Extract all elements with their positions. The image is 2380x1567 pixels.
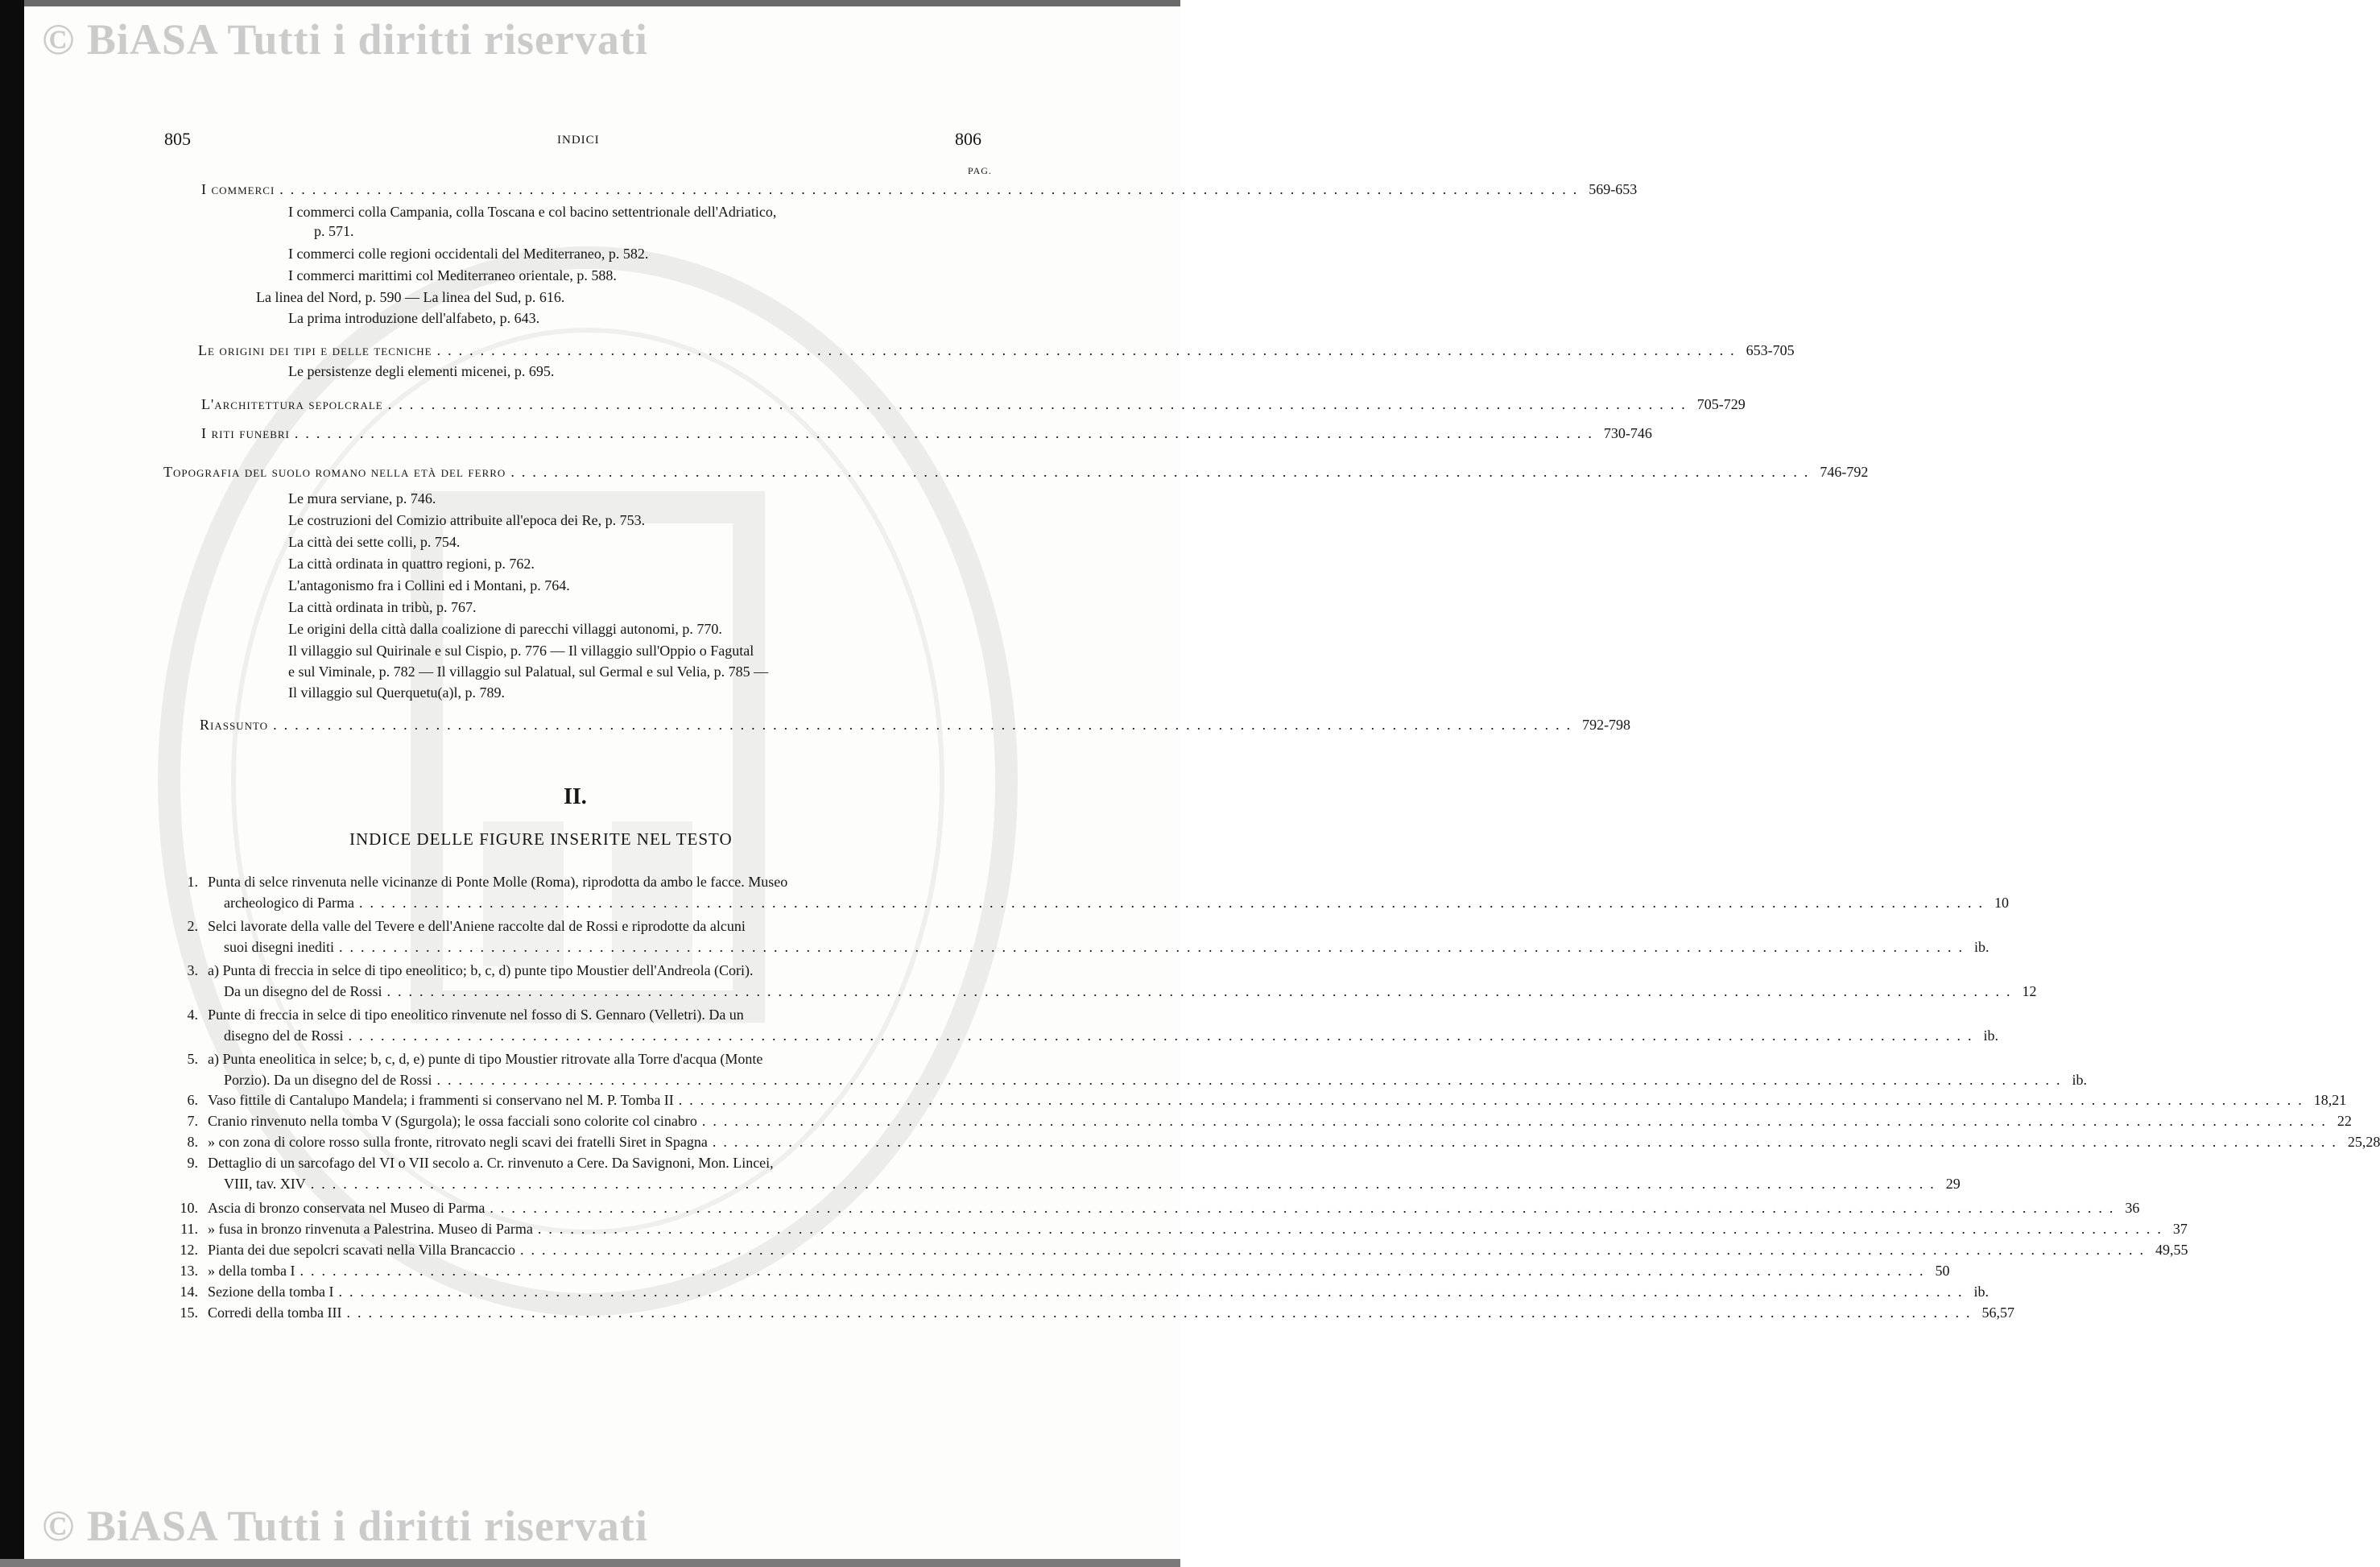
leader-dots: ...................................................................................................................................................... — [701, 1113, 2332, 1129]
toc-entry-pages: 653-705 — [1746, 342, 1795, 358]
figure-number: 13. — [180, 1263, 198, 1279]
toc-entry-title: L'architettura sepolcrale — [201, 396, 383, 412]
scan-edge-left — [0, 0, 24, 1567]
toc-entry-pages: 705-729 — [1696, 396, 1746, 412]
toc-entry-title: Le origini dei tipi e delle tecniche — [198, 342, 432, 358]
figure-line — [224, 1174, 1961, 1193]
figure-page: 10 — [1994, 895, 2009, 911]
figure-caption: Punta di selce rinvenuta nelle vicinanze di Ponte Molle (Roma), riprodotta da ambo le facce. Museo — [208, 874, 788, 890]
figure-caption: Vaso fittile di Cantalupo Mandela; i frammenti si conservano nel M. P. Tomba II — [208, 1092, 674, 1108]
figure-number: 8. — [187, 1134, 198, 1150]
figure-caption: archeologico di Parma — [224, 895, 354, 911]
toc-subentry: La linea del Nord, p. 590 — La linea del Sud, p. 616. — [256, 289, 565, 305]
left-page-number: 805 — [164, 129, 191, 149]
figure-number: 11. — [180, 1221, 198, 1237]
figure-caption: a) Punta di freccia in selce di tipo eneolitico; b, c, d) punte tipo Moustier dell'Andreola (Cori). — [208, 962, 754, 978]
scan-edge-top — [0, 0, 1180, 6]
leader-dots: ...................................................................................................................................................... — [358, 895, 1990, 911]
figure-line — [224, 1070, 2087, 1089]
toc-entry-pages: 569-653 — [1589, 181, 1638, 197]
figure-caption: » della tomba I — [208, 1263, 295, 1279]
leader-dots: ...................................................................................................................................................... — [436, 1072, 2068, 1088]
figure-line — [224, 1026, 1999, 1045]
figure-entry — [171, 1198, 2140, 1219]
toc-subentry: Le origini della città dalla coalizione di parecchi villaggi autonomi, p. 770. — [288, 621, 722, 637]
leader-dots: ...................................................................................................................................................... — [310, 1176, 1941, 1192]
toc-subentry: I commerci colle regioni occidentali del Mediterraneo, p. 582. — [288, 246, 649, 262]
figure-page: 29 — [1945, 1176, 1961, 1192]
figure-entry — [171, 1049, 2087, 1091]
figure-line — [224, 937, 1990, 957]
figure-line — [208, 1049, 762, 1069]
toc-subentry: Il villaggio sul Quirinale e sul Cispio, p. 776 — Il villaggio sull'Oppio o Fagutal — [288, 643, 754, 659]
toc-subentry: La città ordinata in tribù, p. 767. — [288, 599, 477, 615]
figure-entry — [171, 1303, 2014, 1324]
figure-caption: Dettaglio di un sarcofago del VI o VII secolo a. Cr. rinvenuto a Cere. Da Savignoni, Mon. Lincei, — [208, 1155, 774, 1171]
figure-line — [208, 1090, 2347, 1110]
leader-dots: ...................................................................................................................................................... — [537, 1221, 2168, 1237]
figure-page: 18,21 — [2313, 1092, 2347, 1108]
toc-entry — [198, 341, 1795, 360]
figure-entry — [171, 1261, 1950, 1282]
figure-line — [208, 1282, 1989, 1301]
toc-entry — [200, 715, 1631, 734]
watermark-bottom: © BiASA Tutti i diritti riservati — [42, 1502, 648, 1550]
leader-dots: ...................................................................................................................................................... — [339, 939, 1969, 955]
figure-page: ib. — [1974, 939, 1990, 955]
figure-number: 2. — [187, 918, 198, 934]
figure-page: 36 — [2125, 1200, 2140, 1216]
toc-subentry: Le persistenze degli elementi micenei, p. 695. — [288, 363, 555, 379]
figure-number: 15. — [180, 1304, 198, 1321]
leader-dots: ...................................................................................................................................................... — [678, 1092, 2309, 1108]
figure-line — [208, 1132, 2380, 1151]
figure-number: 7. — [187, 1113, 198, 1129]
section-title: INDICE DELLE FIGURE INSERITE NEL TESTO — [349, 829, 733, 849]
figure-line — [208, 961, 754, 980]
leader-dots: ........................................................................................................................ — [294, 425, 1599, 441]
leader-dots: ...................................................................................................................................................... — [519, 1242, 2151, 1258]
figure-page: 56,57 — [1981, 1304, 2014, 1321]
figure-line — [224, 982, 2037, 1001]
leader-dots: ........................................................................................................................ — [510, 464, 1816, 480]
section-number: II. — [564, 784, 587, 809]
toc-entry-pages: 792-798 — [1582, 717, 1631, 733]
figure-caption: suoi disegni inediti — [224, 939, 334, 955]
toc-subentry: I commerci colla Campania, colla Toscana e col bacino settentrionale dell'Adriatico, — [288, 204, 777, 220]
leader-dots: ...................................................................................................................................................... — [300, 1263, 1931, 1279]
toc-subentry: Il villaggio sul Querquetu(a)l, p. 789. — [288, 684, 505, 701]
figure-caption: Da un disegno del de Rossi — [224, 983, 382, 999]
figure-caption: disegno del de Rossi — [224, 1027, 344, 1044]
toc-entry-title: I riti funebri — [201, 425, 290, 441]
leader-dots: ........................................................................................................................ — [387, 396, 1692, 412]
scan-edge-bottom — [0, 1559, 1180, 1567]
watermark-top: © BiASA Tutti i diritti riservati — [42, 15, 648, 64]
leader-dots: ........................................................................................................................ — [273, 717, 1578, 733]
toc-entry — [163, 462, 1869, 482]
figure-number: 6. — [187, 1092, 198, 1108]
figure-caption: Porzio). Da un disegno del de Rossi — [224, 1072, 432, 1088]
figure-caption: Pianta dei due sepolcri scavati nella Villa Brancaccio — [208, 1242, 515, 1258]
figure-page: 50 — [1935, 1263, 1950, 1279]
figure-page: ib. — [2072, 1072, 2087, 1088]
figure-entry — [171, 1219, 2188, 1240]
figure-entry — [171, 1005, 1999, 1047]
toc-entry-title: Topografia del suolo romano nella età del ferro — [163, 464, 506, 480]
figure-entry — [171, 1090, 2347, 1111]
toc-entry — [201, 180, 1638, 199]
figure-caption: » fusa in bronzo rinvenuta a Palestrina. Museo di Parma — [208, 1221, 533, 1237]
toc-subentry: La città ordinata in quattro regioni, p. 762. — [288, 556, 535, 572]
figure-line — [208, 1111, 2352, 1131]
leader-dots: ...................................................................................................................................................... — [490, 1200, 2121, 1216]
figure-page: ib. — [1983, 1027, 1999, 1044]
leader-dots: ...................................................................................................................................................... — [712, 1134, 2343, 1150]
figure-entry — [171, 1240, 2188, 1261]
toc-subentry: La città dei sette colli, p. 754. — [288, 534, 461, 550]
figure-caption: Sezione della tomba I — [208, 1284, 334, 1300]
leader-dots: ...................................................................................................................................................... — [338, 1284, 1969, 1300]
toc-subentry: e sul Viminale, p. 782 — Il villaggio sul Palatual, sul Germal e sul Velia, p. 785 — — [288, 664, 769, 680]
figure-entry — [171, 1282, 1989, 1303]
figure-entry — [171, 916, 1990, 958]
page-column-label: PAG. — [968, 165, 992, 176]
figure-line — [208, 1303, 2014, 1322]
figure-line — [208, 916, 746, 936]
figure-line — [208, 1240, 2188, 1259]
figure-entry — [171, 961, 2037, 1003]
figure-number: 3. — [187, 962, 198, 978]
figure-entry — [171, 872, 2009, 914]
figure-caption: Cranio rinvenuto nella tomba V (Sgurgola); le ossa facciali sono colorite col cinabro — [208, 1113, 697, 1129]
figure-number: 14. — [180, 1284, 198, 1300]
figure-line — [208, 1219, 2188, 1238]
figure-caption: Ascia di bronzo conservata nel Museo di Parma — [208, 1200, 486, 1216]
figure-caption: VIII, tav. XIV — [224, 1176, 306, 1192]
toc-entry-pages: 746-792 — [1820, 464, 1869, 480]
right-page-number: 806 — [955, 129, 981, 149]
leader-dots: ...................................................................................................................................................... — [346, 1304, 1977, 1321]
leader-dots: ...................................................................................................................................................... — [386, 983, 2018, 999]
figure-page: 25,28 — [2347, 1134, 2380, 1150]
toc-entry-pages: 730-746 — [1603, 425, 1652, 441]
leader-dots: ...................................................................................................................................................... — [348, 1027, 1979, 1044]
figure-number: 12. — [180, 1242, 198, 1258]
toc-subentry: p. 571. — [314, 223, 354, 239]
toc-entry — [201, 424, 1652, 443]
figure-entry — [171, 1111, 2352, 1132]
figure-line — [208, 1198, 2140, 1218]
figure-caption: Selci lavorate della valle del Tevere e dell'Aniene raccolte dal de Rossi e riprodotte da alcuni — [208, 918, 746, 934]
running-title: INDICI — [557, 134, 600, 147]
figure-entry — [171, 1153, 1961, 1195]
figure-caption: » con zona di colore rosso sulla fronte, ritrovato negli scavi dei fratelli Siret in Spagna — [208, 1134, 708, 1150]
figure-entry — [171, 1132, 2380, 1153]
figure-page: 22 — [2337, 1113, 2352, 1129]
figure-number: 1. — [187, 874, 198, 890]
figure-number: 10. — [180, 1200, 198, 1216]
figure-caption: Corredi della tomba III — [208, 1304, 342, 1321]
figure-number: 4. — [187, 1007, 198, 1023]
toc-entry-title: I commerci — [201, 181, 275, 197]
figure-page: 49,55 — [2155, 1242, 2188, 1258]
leader-dots: ........................................................................................................................ — [279, 181, 1585, 197]
figure-page: 37 — [2172, 1221, 2188, 1237]
figure-line — [208, 872, 787, 891]
toc-subentry: L'antagonismo fra i Collini ed i Montani, p. 764. — [288, 577, 570, 593]
figure-line — [224, 893, 2009, 912]
leader-dots: ........................................................................................................................ — [436, 342, 1742, 358]
figure-line — [208, 1261, 1950, 1280]
toc-subentry: Le mura serviane, p. 746. — [288, 490, 436, 506]
figure-caption: Punte di freccia in selce di tipo eneolitico rinvenute nel fosso di S. Gennaro (Velletri). Da un — [208, 1007, 744, 1023]
toc-subentry: La prima introduzione dell'alfabeto, p. 643. — [288, 310, 540, 326]
figure-caption: a) Punta eneolitica in selce; b, c, d, e) punte di tipo Moustier ritrovate alla Torre d'acqua (Monte — [208, 1051, 763, 1067]
figure-page: ib. — [1973, 1284, 1989, 1300]
figure-page: 12 — [2022, 983, 2037, 999]
figure-number: 9. — [187, 1155, 198, 1171]
figure-line — [208, 1005, 744, 1024]
toc-entry-title: Riassunto — [200, 717, 269, 733]
toc-subentry: I commerci marittimi col Mediterraneo orientale, p. 588. — [288, 267, 617, 283]
figure-line — [208, 1153, 774, 1172]
toc-entry — [201, 395, 1746, 414]
toc-subentry: Le costruzioni del Comizio attribuite all'epoca dei Re, p. 753. — [288, 512, 646, 528]
figure-number: 5. — [187, 1051, 198, 1067]
